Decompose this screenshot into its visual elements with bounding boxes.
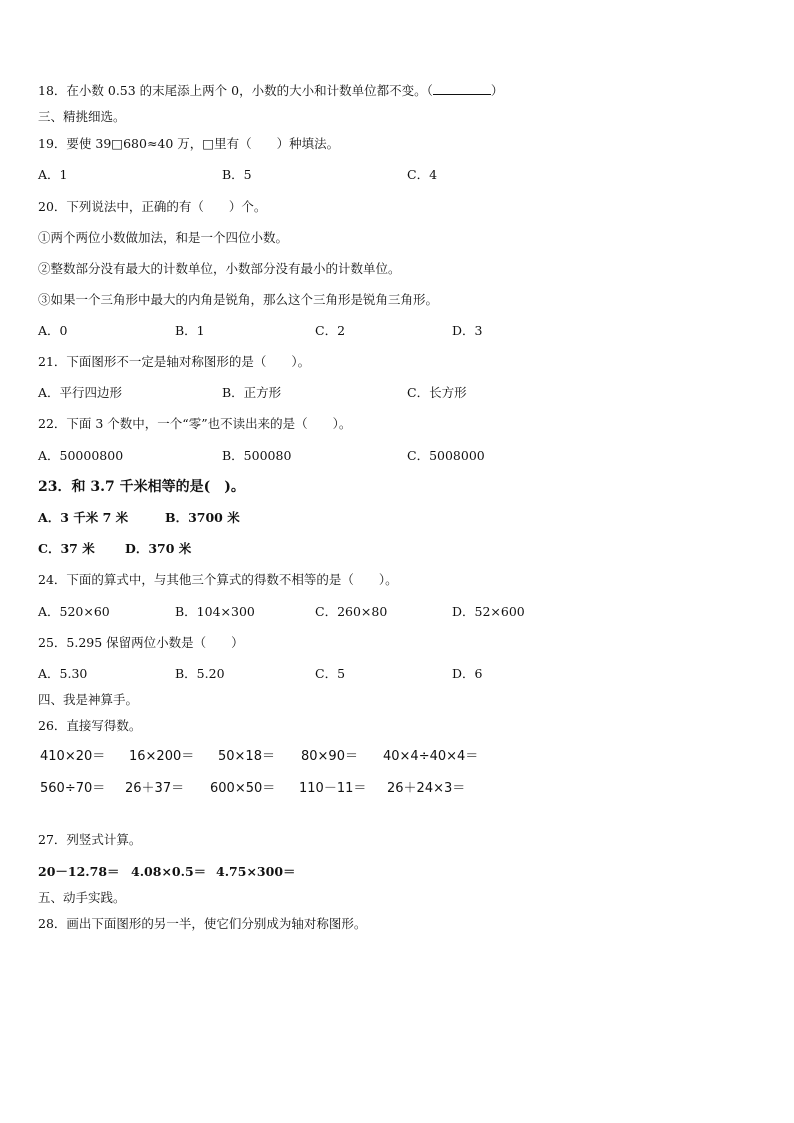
q18-close: ） [490, 83, 504, 98]
q20-option-b[interactable]: B．1 [175, 323, 205, 338]
q20-statement-1: ①两个两位小数做加法，和是一个四位小数。 [38, 230, 289, 245]
q28-text: 28．画出下面图形的另一半，使它们分别成为轴对称图形。 [38, 916, 367, 931]
q26-item: 26＋24×3＝ [387, 781, 466, 796]
q26-item: 50×18＝ [218, 749, 275, 764]
q22-option-b[interactable]: B．500080 [222, 448, 292, 463]
q26-item: 16×200＝ [129, 749, 195, 764]
q24-option-c[interactable]: C．260×80 [315, 604, 388, 619]
q27-item: 4.08×0.5＝ [131, 864, 207, 879]
section-3-heading: 三、精挑细选。 [38, 109, 126, 124]
q26-item: 80×90＝ [301, 749, 358, 764]
q26-item: 560÷70＝ [40, 781, 106, 796]
q19-option-a[interactable]: A．1 [38, 167, 68, 182]
q18-text: 18．在小数 0.53 的末尾添上两个 0，小数的大小和计数单位都不变。（ [38, 83, 433, 98]
q23-option-a[interactable]: A．3 千米 7 米 [38, 510, 129, 525]
q25-option-b[interactable]: B．5.20 [175, 666, 225, 681]
q19-text: 19．要使 39□680≈40 万，□里有（ ）种填法。 [38, 136, 340, 151]
q21-option-a[interactable]: A．平行四边形 [38, 385, 123, 400]
q25-option-c[interactable]: C．5 [315, 666, 346, 681]
q23-option-b[interactable]: B．3700 米 [165, 510, 240, 525]
q25-option-d[interactable]: D．6 [452, 666, 483, 681]
section-5-heading: 五、动手实践。 [38, 890, 126, 905]
q23-option-d[interactable]: D．370 米 [125, 541, 192, 556]
q22-option-a[interactable]: A．50000800 [38, 448, 124, 463]
q26-item: 410×20＝ [40, 749, 106, 764]
q25-text: 25．5.295 保留两位小数是（ ） [38, 635, 244, 650]
q27-item: 20－12.78＝ [38, 864, 120, 879]
q24-option-b[interactable]: B．104×300 [175, 604, 255, 619]
q20-option-d[interactable]: D．3 [452, 323, 483, 338]
q26-item: 600×50＝ [210, 781, 276, 796]
q24-text: 24．下面的算式中，与其他三个算式的得数不相等的是（ ）。 [38, 572, 398, 587]
section-4-heading: 四、我是神算手。 [38, 692, 139, 707]
q23-option-c[interactable]: C．37 米 [38, 541, 95, 556]
q20-text: 20．下列说法中，正确的有（ ）个。 [38, 199, 267, 214]
q19-option-b[interactable]: B．5 [222, 167, 252, 182]
q27-item: 4.75×300＝ [216, 864, 296, 879]
q21-text: 21．下面图形不一定是轴对称图形的是（ ）。 [38, 354, 311, 369]
q24-option-d[interactable]: D．52×600 [452, 604, 525, 619]
q19-option-c[interactable]: C．4 [407, 167, 438, 182]
q22-text: 22．下面 3 个数中，一个“零”也不读出来的是（ ）。 [38, 416, 352, 431]
q24-option-a[interactable]: A．520×60 [38, 604, 110, 619]
q26-item: 26＋37＝ [125, 781, 185, 796]
q23-text: 23．和 3.7 千米相等的是( )。 [38, 479, 245, 495]
q26-item: 40×4÷40×4＝ [383, 749, 479, 764]
q26-item: 110－11＝ [299, 781, 367, 796]
q22-option-c[interactable]: C．5008000 [407, 448, 485, 463]
answer-blank[interactable] [433, 83, 491, 95]
q20-option-a[interactable]: A．0 [38, 323, 68, 338]
q27-text: 27．列竖式计算。 [38, 832, 142, 847]
q20-statement-3: ③如果一个三角形中最大的内角是锐角，那么这个三角形是锐角三角形。 [38, 292, 439, 307]
q20-statement-2: ②整数部分没有最大的计数单位，小数部分没有最小的计数单位。 [38, 261, 401, 276]
q26-text: 26．直接写得数。 [38, 718, 142, 733]
q20-option-c[interactable]: C．2 [315, 323, 346, 338]
q21-option-b[interactable]: B．正方形 [222, 385, 282, 400]
q25-option-a[interactable]: A．5.30 [38, 666, 88, 681]
q21-option-c[interactable]: C．长方形 [407, 385, 467, 400]
